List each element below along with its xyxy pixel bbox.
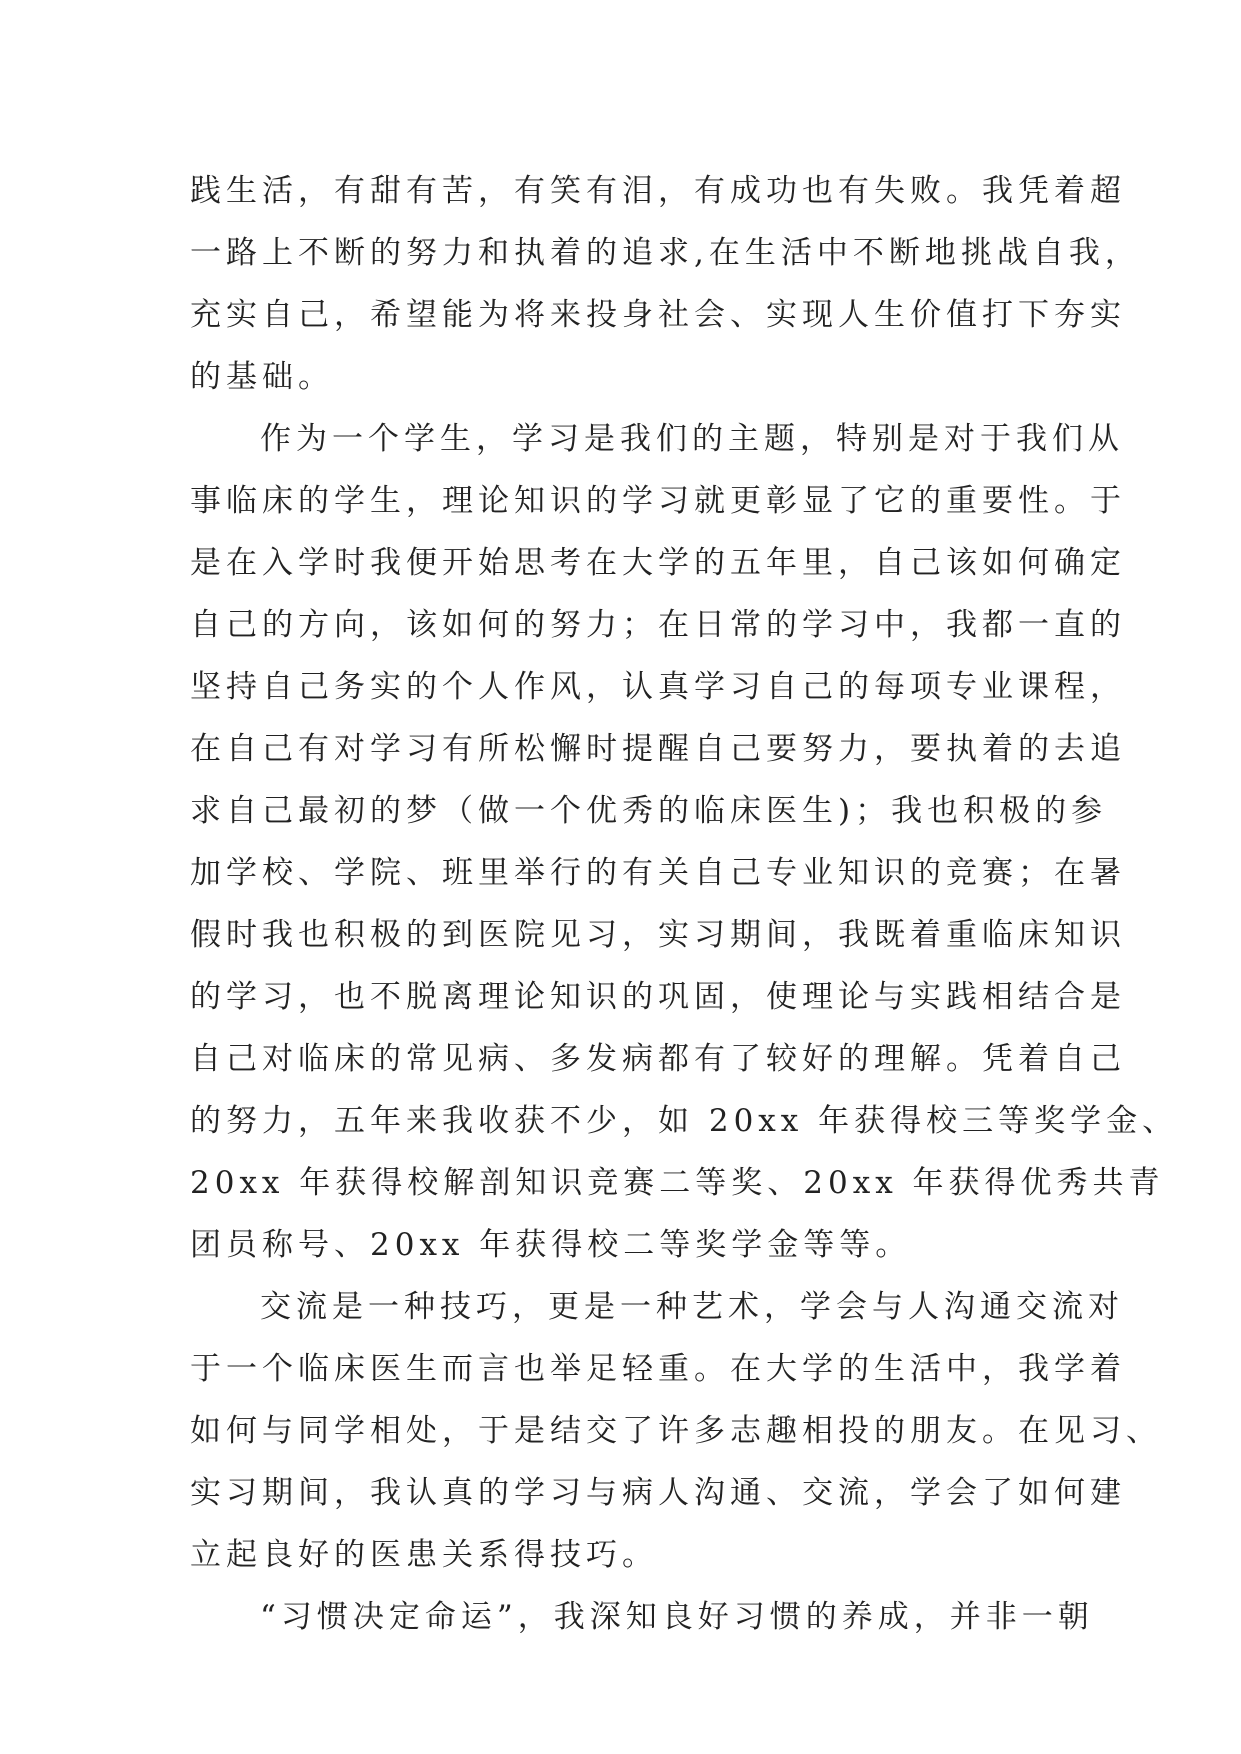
paragraph-start-line: 交流是一种技巧，更是一种艺术，学会与人沟通交流对 (260, 1289, 1124, 1325)
body-text (190, 160, 1179, 1648)
text-line: 立起良好的医患关系得技巧。 (190, 1537, 658, 1573)
text-line: 的基础。 (190, 359, 334, 395)
text-line: 20xx 年获得校解剖知识竞赛二等奖、20xx 年获得优秀共青 (190, 1165, 1165, 1201)
text-line: 践生活，有甜有苦，有笑有泪，有成功也有失败。我凭着超 (190, 173, 1126, 209)
paragraph-start-line: “习惯决定命运”，我深知良好习惯的养成，并非一朝 (260, 1599, 1094, 1635)
text-line: 加学校、学院、班里举行的有关自己专业知识的竞赛；在暑 (190, 855, 1126, 891)
text-line: 一路上不断的努力和执着的追求,在生活中不断地挑战自我， (190, 235, 1141, 271)
text-line: 充实自己，希望能为将来投身社会、实现人生价值打下夯实 (190, 297, 1126, 333)
text-line: 自己的方向，该如何的努力；在日常的学习中，我都一直的 (190, 607, 1126, 643)
text-line: 实习期间，我认真的学习与病人沟通、交流，学会了如何建 (190, 1475, 1126, 1511)
text-line: 的努力，五年来我收获不少，如 20xx 年获得校三等奖学金、 (190, 1103, 1179, 1139)
text-line: 假时我也积极的到医院见习，实习期间，我既着重临床知识 (190, 917, 1126, 953)
text-line: 如何与同学相处，于是结交了许多志趣相投的朋友。在见习、 (190, 1413, 1162, 1449)
text-line: 坚持自己务实的个人作风，认真学习自己的每项专业课程， (190, 669, 1126, 705)
text-line: 于一个临床医生而言也举足轻重。在大学的生活中，我学着 (190, 1351, 1126, 1387)
text-line: 在自己有对学习有所松懈时提醒自己要努力，要执着的去追 (190, 731, 1126, 767)
text-line: 的学习，也不脱离理论知识的巩固，使理论与实践相结合是 (190, 979, 1126, 1015)
text-line: 自己对临床的常见病、多发病都有了较好的理解。凭着自己 (190, 1041, 1126, 1077)
text-line: 是在入学时我便开始思考在大学的五年里，自己该如何确定 (190, 545, 1126, 581)
paragraph-start-line: 作为一个学生，学习是我们的主题，特别是对于我们从 (260, 421, 1124, 457)
text-line: 求自己最初的梦（做一个优秀的临床医生)；我也积极的参 (190, 793, 1108, 829)
text-line: 事临床的学生，理论知识的学习就更彰显了它的重要性。于 (190, 483, 1126, 519)
text-line: 团员称号、20xx 年获得校二等奖学金等等。 (190, 1227, 912, 1263)
